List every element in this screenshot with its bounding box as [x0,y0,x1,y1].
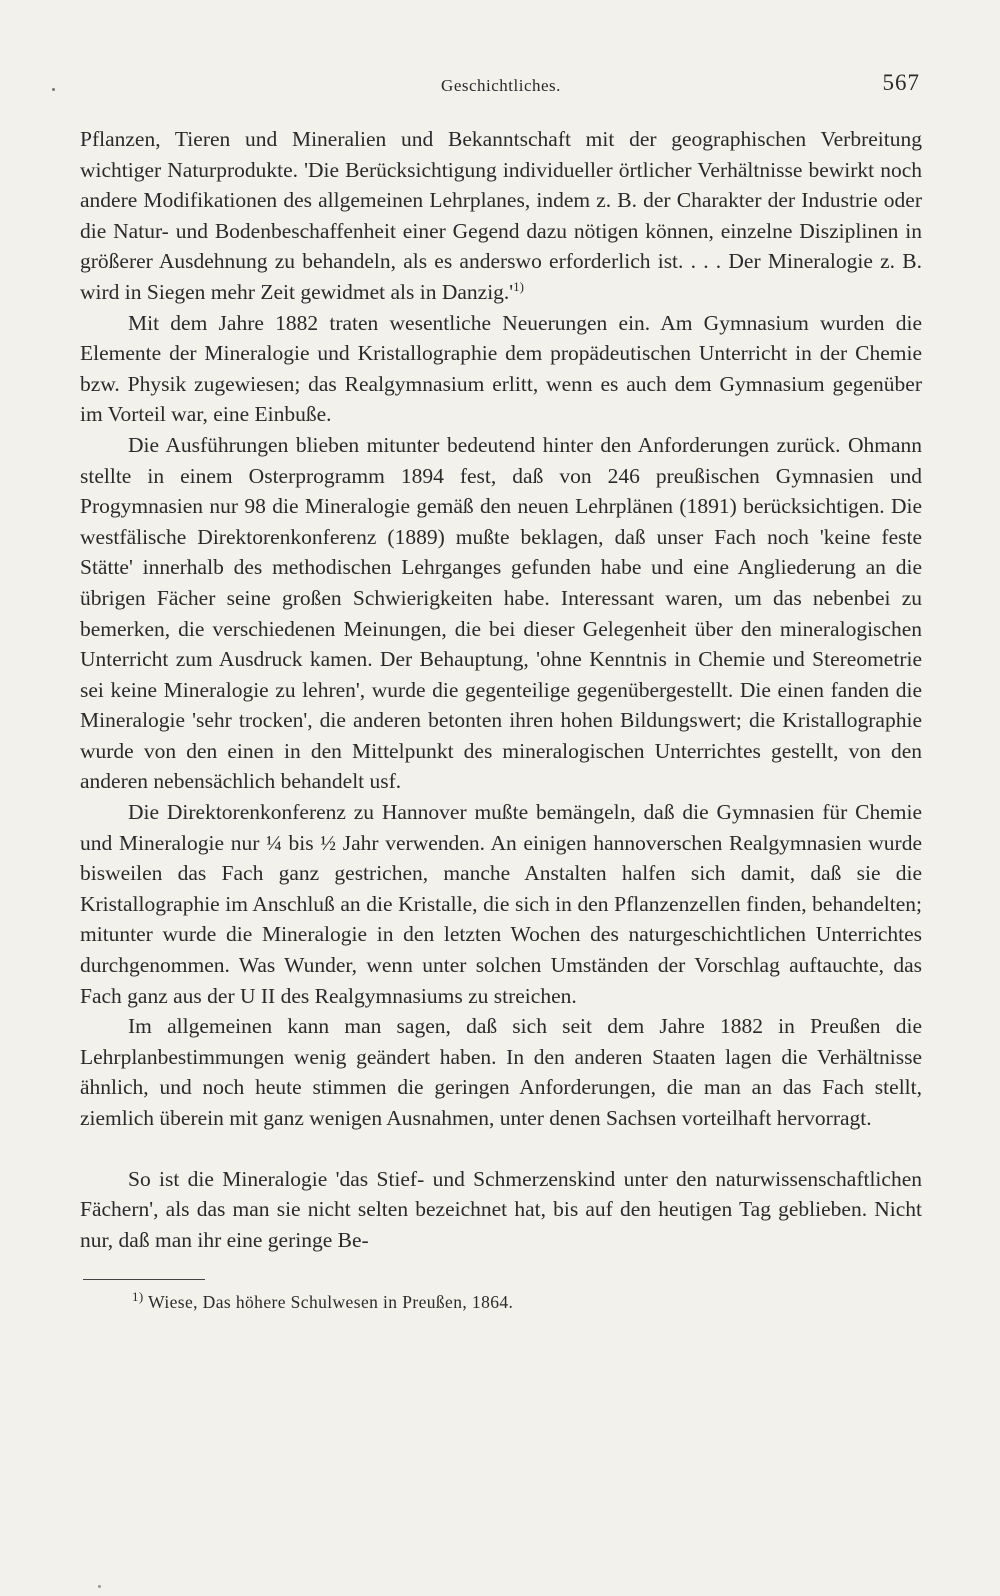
fraction-quarter: ¼ [266,830,282,855]
paragraph-text: Pflanzen, Tieren und Mineralien und Bekanntschaft mit der geographischen Verbreitung wichtiger Naturprodukte. 'Die Berücksichtigung individueller örtlicher Verhältnisse bewirkt noch andere Modifikationen des allgemeinen Lehrplanes, indem z. B. der Charakter der Industrie oder die Natur- und Bodenbeschaffenheit einer Gegend dazu nötigen können, einzelne Disziplinen in größerer Ausdehnung zu behandeln, als es anderswo erforderlich ist. . . . Der Mineralogie z. B. wird in Siegen mehr Zeit gewidmet als in Danzig.' [80,127,922,304]
paragraph: Im allgemeinen kann man sagen, daß sich seit dem Jahre 1882 in Preußen die Lehrplanbestimmungen wenig geändert haben. In den anderen Staaten lagen die Verhältnisse ähnlich, und noch heute stimmen die geringen Anforderungen, die man an das Fach stellt, ziemlich überein mit ganz wenigen Ausnahmen, unter denen Sachsen vorteilhaft hervorragt. [80,1014,922,1130]
running-title: Geschichtliches. [441,76,561,95]
paragraph: Die Ausführungen blieben mitunter bedeutend hinter den Anforderungen zurück. Ohmann stellte in einem Osterprogramm 1894 fest, daß von 246 preußischen Gymnasien und Progymnasien nur 98 die Mineralogie gemäß den neuen Lehrplänen (1891) berücksichtigen. Die westfälische Direktorenkonferenz (1889) mußte beklagen, daß unser Fach noch 'keine feste Stätte' innerhalb des methodischen Lehrganges gefunden habe und eine Angliederung an die übrigen Fächer seine großen Schwierigkeiten habe. Interessant waren, um das nebenbei zu bemerken, die verschiedenen Meinungen, die bei dieser Gelegenheit über den mineralogischen Unterricht zum Ausdruck kamen. Der Behauptung, 'ohne Kenntnis in Chemie und Stereometrie sei keine Mineralogie zu lehren', wurde die gegenteilige gegenübergestellt. Die einen fanden die Mineralogie 'sehr trocken', die anderen betonten ihren hohen Bildungswert; die Kristallographie wurde von den einen in den Mittelpunkt des mineralogischen Unterrichtes gestellt, von den anderen nebensächlich behandelt usf. [80,432,922,794]
footnote-marker: 1) [132,1289,144,1305]
paragraph-text: Jahr verwenden. An einigen hannoverschen Realgymnasien wurde bisweilen das Fach ganz gestrichen, manche Anstalten halfen sich damit, daß sie die Kristallographie im Anschluß an die Kristalle, die sich in den Pflanzenzellen finden, behandelten; mitunter wurde die Mineralogie in den letzten Wochen des naturgeschichtlichen Unterrichtes durchgenommen. Was Wunder, wenn unter solchen Umständen der Vorschlag auftauchte, das Fach ganz aus der U II des Realgymnasiums zu streichen. [80,830,922,1008]
fraction-half: ½ [320,830,337,855]
page-header [80,70,922,104]
book-page [80,70,922,1570]
paragraph: So ist die Mineralogie 'das Stief- und Schmerzenskind unter den naturwissenschaftlichen Fächern', als das man sie nicht selten bezeichnet hat, bis auf den heutigen Tag geblieben. Nicht nur, daß man ihr eine geringe Be- [80,1166,922,1252]
footnote [132,1290,922,1314]
footnote-text: Wiese, Das höhere Schulwesen in Preußen, 1864. [148,1292,514,1313]
footnote-divider [83,1279,205,1280]
page-number: 567 [882,70,920,95]
scan-speck [52,88,55,91]
footnote-reference[interactable]: 1) [513,278,525,294]
paragraph-text: bis [281,830,321,855]
paragraph [80,124,922,308]
paragraph: Mit dem Jahre 1882 traten wesentliche Neuerungen ein. Am Gymnasium wurden die Elemente der Mineralogie und Kristallographie dem propädeutischen Unterricht in der Chemie bzw. Physik zugewiesen; das Realgymnasium erlitt, wenn es auch dem Gymnasium gegenüber im Vorteil war, eine Einbuße. [80,310,922,427]
paragraph [80,797,922,1011]
scan-speck [98,1585,101,1588]
paragraph-text: Die Direktorenkonferenz zu Hannover mußte bemängeln, daß die Gymnasien für Chemie und Mineralogie nur [80,800,922,855]
body-text [80,124,922,1255]
